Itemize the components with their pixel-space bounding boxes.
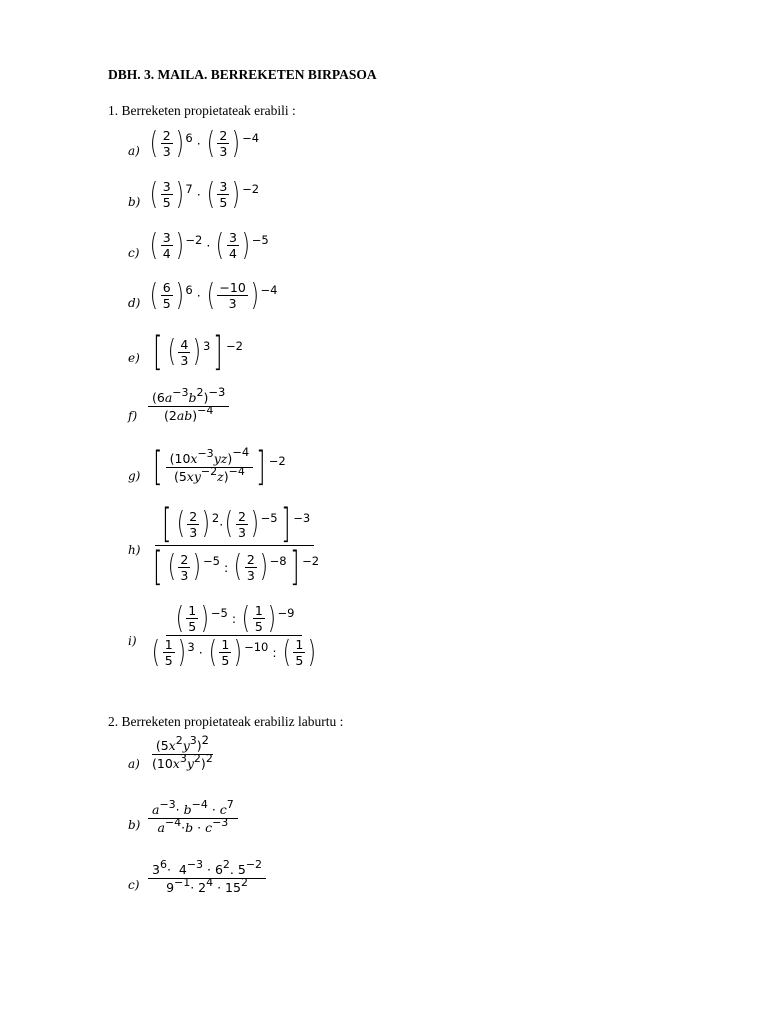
exercise-2c-label: c) (128, 878, 140, 892)
exercise-1a-label: a) (128, 144, 140, 158)
exercise-1h-expression: [ ( $\frac{2}{3}$ ) $^2$ · ( $\frac{2}{3}$ ) $^{-5}$ ] $^{-3}$ [ ( $\frac{2}{3}$ ) $^{-5}$ : ( $\frac{2}{3}$ ) $^{-8}$ ] $^{-2}$ (153, 501, 320, 590)
exercise-1g-label: g) (128, 469, 141, 483)
exercise-2b-label: b) (128, 818, 141, 832)
exercise-1d-expression: ( $\frac{6}{5}$ ) $^6$ · ( $\frac{-10}{3}$ ) $^{-4}$ (149, 277, 278, 313)
exercise-1g-expression: [ $(10x^{-3}yz)$ $^{-4}$ $(5xy^{-2}z)^{-4}$ ] $^{-2}$ (153, 444, 286, 490)
exercise-1f-label: f) (128, 409, 138, 423)
exercise-2b-expression: $a^{-3}\cdot b^{-4} \cdot c^7$ $a^{-4}\cdot b \cdot c^{-3}$ (148, 802, 238, 835)
exercise-2a-label: a) (128, 757, 140, 771)
exercise-1c-label: c) (128, 246, 140, 260)
exercise-1i-label: i) (128, 634, 137, 648)
exercise-2c-expression: $3^6\cdot 4^{-3} \cdot 6^2$. $5^{-2}$ $9^{-1}\cdot 2^4 \cdot 15^2$ (148, 862, 266, 895)
exercise-1i-expression: ( $\frac{1}{5}$ ) $^{-5}$ : ( $\frac{1}{5}$ ) $^{-9}$ ( $\frac{1}{5}$ ) $^3$ · ( $\frac{1}{5}$ ) $^{-10}$ : ( $\frac{1}{5}$ ) (151, 600, 317, 670)
exercise-1b-label: b) (128, 195, 141, 209)
exercise-1d-label: d) (128, 296, 141, 310)
exercise-1e-expression: [ ( $\frac{4}{3}$ ) $^3$ ] $^{-2}$ (153, 329, 243, 375)
exercise-1c-expression: ( $\frac{3}{4}$ ) $^{-2}$ · ( $\frac{3}{4}$ ) $^{-5}$ (149, 227, 269, 263)
section-1-heading: 1. Berreketen propietateak erabili : (108, 103, 296, 118)
exercise-1f-expression: $(6a^{-3}b^2)$ $^{-3}$ $(2ab)^{-4}$ (148, 390, 229, 423)
exercise-1a-expression: ( $\frac{2}{3}$ ) $^6$ · ( $\frac{2}{3}$ ) $^{-4}$ (149, 125, 260, 161)
document-title: DBH. 3. MAILA. BERREKETEN BIRPASOA (108, 67, 377, 82)
exercise-1e-label: e) (128, 351, 140, 365)
exercise-1b-expression: ( $\frac{3}{5}$ ) $^7$ · ( $\frac{3}{5}$ ) $^{-2}$ (149, 176, 260, 212)
section-2-heading: 2. Berreketen propietateak erabiliz laburtu : (108, 714, 344, 729)
exercise-1h-label: h) (128, 543, 141, 557)
exercise-2a-expression: $(5x^2y^3)$ $^2$ $(10x^3y^2)^2$ (152, 732, 213, 771)
